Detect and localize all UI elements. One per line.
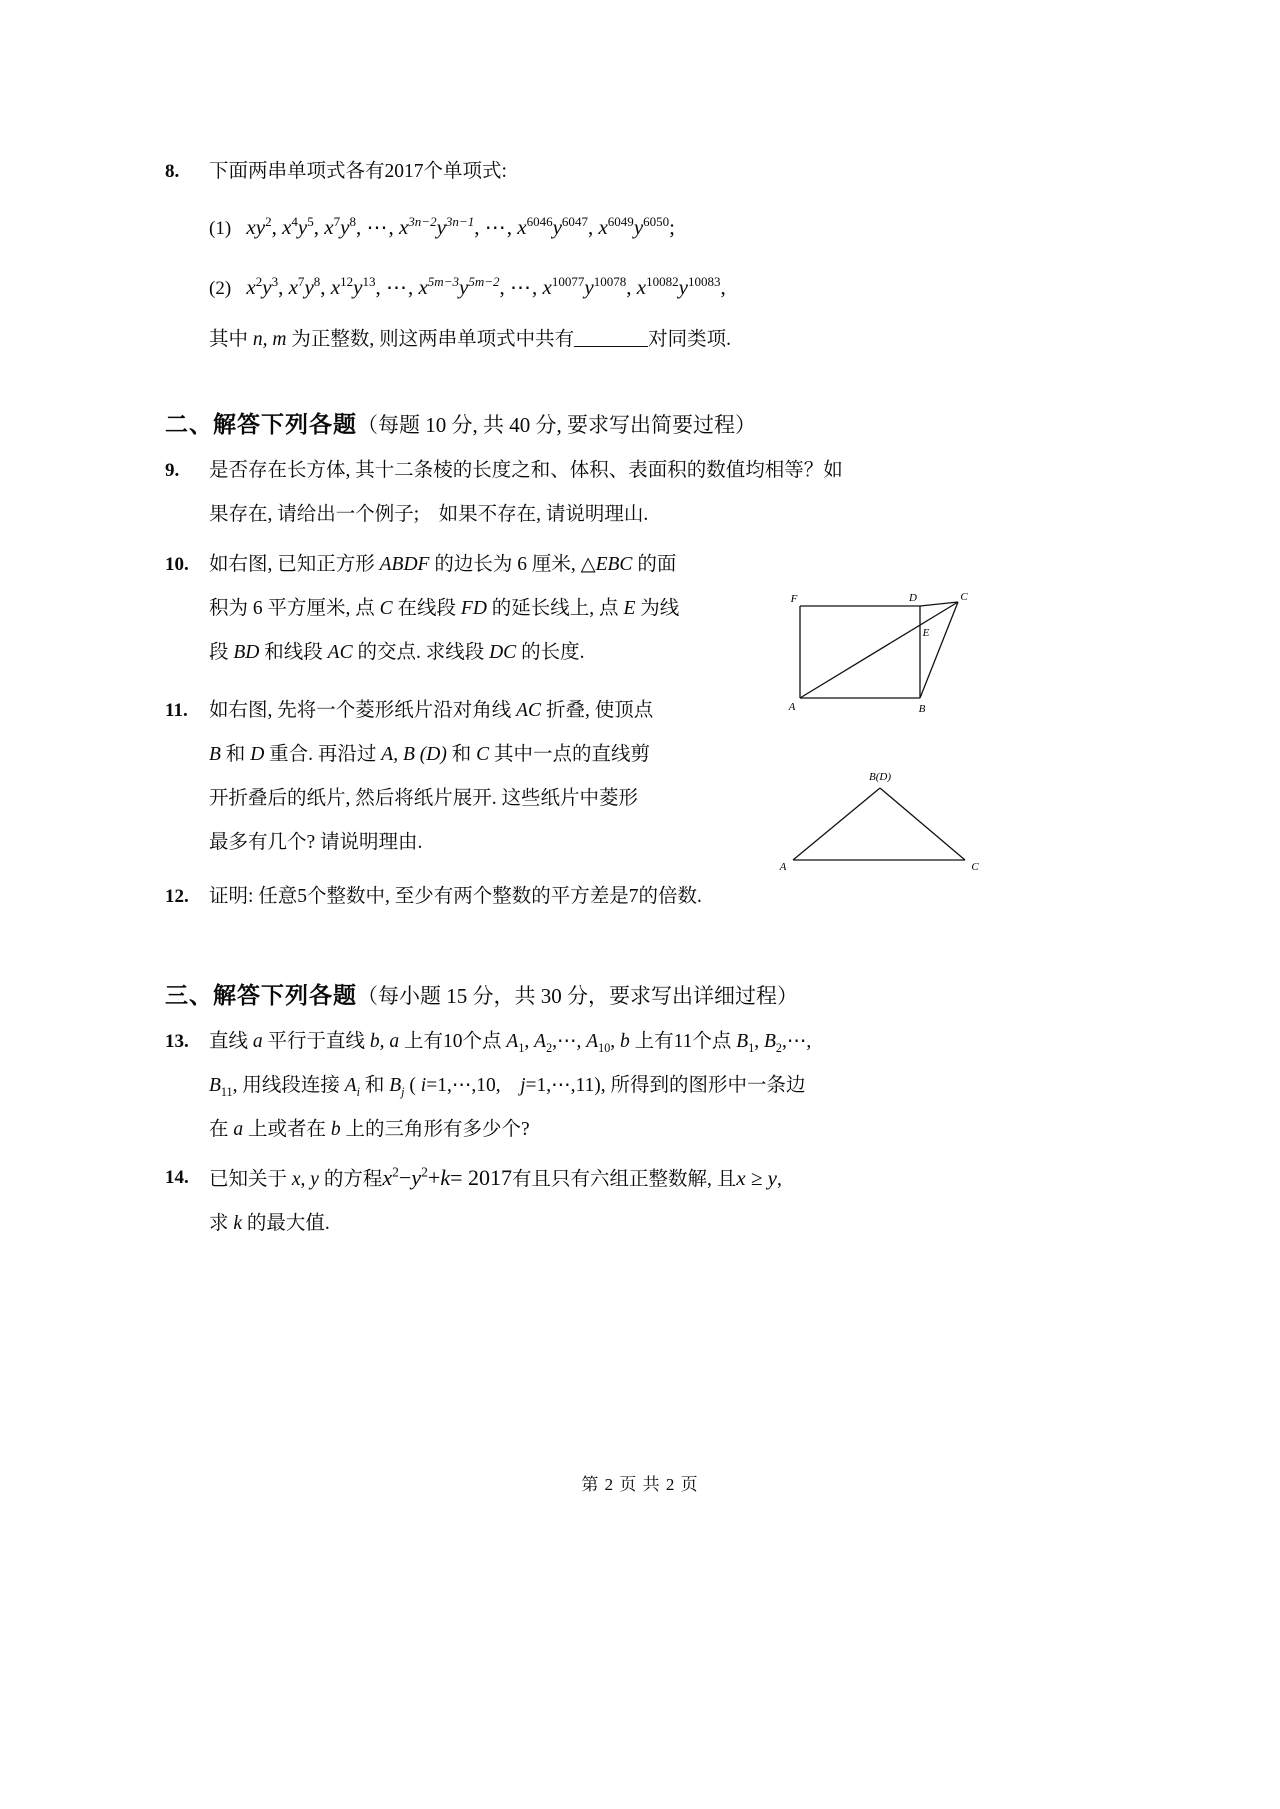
problem-12-number: 12. xyxy=(165,886,189,907)
p13-l2d: 和 xyxy=(359,1075,390,1096)
p14-l1a: 已知关于 xyxy=(209,1169,292,1190)
p11-l1a: 如右图, 先将一个菱形纸片沿对角线 xyxy=(209,700,517,721)
p13-l1f-sub: 1 xyxy=(518,1040,525,1055)
p14-eq-y: y xyxy=(411,1165,422,1190)
p13-l3d: b xyxy=(330,1119,341,1140)
section-2-title: 二、解答下列各题 xyxy=(165,412,357,437)
p10-l3a: 段 xyxy=(209,642,234,663)
p11-l2f: 和 xyxy=(446,744,477,765)
p14-eq-y-exp: 2 xyxy=(421,1164,428,1180)
problem-8-closing-body xyxy=(209,318,1005,362)
item-1-label: (1) xyxy=(209,218,232,239)
p14-inequality: x ≥ y xyxy=(736,1166,777,1190)
p14-l1c: 的方程 xyxy=(318,1169,383,1190)
p11-l1c: 折叠, 使顶点 xyxy=(541,700,654,721)
p13-l1o: , xyxy=(754,1031,764,1052)
problem-14-body xyxy=(209,1156,1005,1246)
p10-l2c: 在线段 xyxy=(392,598,461,619)
label-E: E xyxy=(922,627,930,639)
label-B: B xyxy=(918,703,926,715)
p13-l2e-sub: j xyxy=(401,1084,405,1099)
p13-l1j-sub: 10 xyxy=(598,1040,611,1055)
problem-8-stem: 下面两串单项式各有2017个单项式: xyxy=(209,161,507,182)
p14-eq-k: k xyxy=(440,1165,451,1190)
problem-10-line-1 xyxy=(209,543,799,587)
p14-eq-x-exp: 2 xyxy=(392,1164,399,1180)
p13-l3e: 上的三角形有多少个? xyxy=(340,1119,530,1140)
p10-l2a: 积为 6 平方厘米, 点 xyxy=(209,598,380,619)
p10-l2e: 的延长线上, 点 xyxy=(486,598,624,619)
p13-l1h-sub: 2 xyxy=(546,1040,553,1055)
p10-l3c: 和线段 xyxy=(259,642,328,663)
p11-l2d: 重合. 再沿过 xyxy=(264,744,382,765)
equation-row-1: (1) $xy^2$, $x^4y^5$, $x^7y^8$, ⋯, $x^{3n-2}y^{3n-1}$, ⋯, $x^{6046}y^{6047}$, $x^{6049}y^{6050}$; xyxy=(209,214,676,239)
section-2-heading xyxy=(165,406,1005,439)
label-A: A xyxy=(788,701,796,713)
p13-l1k: , xyxy=(610,1031,620,1052)
p13-l1d: b, a xyxy=(369,1031,400,1052)
p13-l1p-sub: 2 xyxy=(775,1040,782,1055)
label-C: C xyxy=(971,861,979,873)
problem-10-line-3 xyxy=(209,631,799,675)
p11-l2b: 和 xyxy=(220,744,251,765)
equation-row-2: (2) $x^2y^3$, $x^7y^8$, $x^{12}y^{13}$, ⋯, $x^{5m-3}y^{5m-2}$, ⋯, $x^{10077}y^{10078}$, $x^{10082}y^{10083}$, xyxy=(209,274,726,299)
problem-11-line-1 xyxy=(209,689,769,733)
p13-l1n: B xyxy=(736,1031,749,1052)
p13-l2b: , 用线段连接 xyxy=(232,1075,345,1096)
p14-eq-equals: = 2017 xyxy=(450,1165,513,1190)
p13-l2i: j xyxy=(520,1075,526,1096)
problem-8-body xyxy=(209,150,1005,194)
p13-l1l: b xyxy=(619,1031,630,1052)
p10-l2b: C xyxy=(379,598,393,619)
problem-8-closing xyxy=(165,318,1005,362)
problem-14-number: 14. xyxy=(165,1167,189,1188)
p14-eq-minus: − xyxy=(398,1165,412,1190)
section-2-detail: （每题 10 分, 共 40 分, 要求写出简要过程） xyxy=(357,413,756,437)
p14-eq-x: x xyxy=(382,1165,393,1190)
p10-l1c: 的边长为 6 厘米, △ xyxy=(429,554,596,575)
section-3-detail: （每小题 15 分，共 30 分，要求写出详细过程） xyxy=(357,984,798,1008)
p14-l2b: k xyxy=(233,1213,243,1234)
square-abdf-svg xyxy=(780,588,980,723)
p11-l2h: 其中一点的直线剪 xyxy=(489,744,650,765)
problem-8 xyxy=(165,150,1005,194)
p10-l1d: EBC xyxy=(595,554,633,575)
problem-10-figure xyxy=(780,588,980,728)
p13-l2h: =1,⋯,10, xyxy=(426,1075,521,1096)
section-3-heading xyxy=(165,977,1005,1010)
problem-11-figure xyxy=(775,760,985,890)
p11-l2g: C xyxy=(476,744,490,765)
p10-l1e: 的面 xyxy=(632,554,677,575)
p11-l1b: AC xyxy=(516,700,542,721)
p10-l3d: AC xyxy=(327,642,353,663)
problem-8-item-2 xyxy=(165,258,1005,318)
problem-11-line-3: 开折叠后的纸片, 然后将纸片展开. 这些纸片中菱形 xyxy=(209,788,639,809)
answer-blank[interactable] xyxy=(574,346,648,347)
p13-l1p: B xyxy=(763,1031,776,1052)
problem-10-body xyxy=(209,543,799,675)
p10-l2g: 为线 xyxy=(635,598,680,619)
p13-l2a-sub: 11 xyxy=(220,1084,233,1099)
p13-l1a: 直线 xyxy=(209,1031,253,1052)
p13-l1m: 上有11个点 xyxy=(629,1031,737,1052)
label-F: F xyxy=(790,593,798,605)
p13-l3a: 在 xyxy=(209,1119,234,1140)
segment-AB xyxy=(793,788,880,860)
p10-l1a: 如右图, 已知正方形 xyxy=(209,554,380,575)
p14-l1e: , xyxy=(776,1169,782,1190)
p14-l2c: 的最大值. xyxy=(242,1213,330,1234)
segment-BC xyxy=(920,602,958,698)
item-2-terminator: , xyxy=(720,275,726,299)
label-B-D: B(D) xyxy=(869,771,891,783)
section-3-title: 三、解答下列各题 xyxy=(165,983,357,1008)
item-1-terminator: ; xyxy=(669,215,676,239)
problem-13-number: 13. xyxy=(165,1031,189,1052)
label-A: A xyxy=(779,861,787,873)
p11-l2a: B xyxy=(209,744,221,765)
item-2-label: (2) xyxy=(209,278,232,299)
p13-l3b: a xyxy=(233,1119,244,1140)
problem-14-line-1 xyxy=(209,1156,1005,1202)
p10-l3g: 的长度. xyxy=(516,642,585,663)
p13-l1b: a xyxy=(252,1031,263,1052)
p13-l1n-sub: 1 xyxy=(748,1040,755,1055)
problem-9-line-2: 果存在, 请给出一个例子; 如果不存在, 请说明理山. xyxy=(209,504,649,525)
p13-l2f: ( xyxy=(404,1075,421,1096)
p13-l1c: 平行于直线 xyxy=(262,1031,370,1052)
problem-11-line-2 xyxy=(209,733,769,777)
closing-pre: 其中 xyxy=(209,329,249,350)
p14-equation xyxy=(382,1165,512,1190)
problem-13-line-3 xyxy=(209,1108,1005,1152)
segment-AC xyxy=(800,602,958,698)
problem-10-number: 10. xyxy=(165,554,189,575)
p11-l2c: D xyxy=(250,744,265,765)
p14-l2a: 求 xyxy=(209,1213,234,1234)
p13-l1e: 上有10个点 xyxy=(399,1031,507,1052)
problem-9-number: 9. xyxy=(165,460,180,481)
p13-l1g: , xyxy=(524,1031,535,1052)
page-footer: 第 2 页 共 2 页 xyxy=(581,1475,699,1494)
p11-l2e: A, B (D) xyxy=(381,744,447,765)
p13-l2e: B xyxy=(389,1075,402,1096)
problem-11-line-4: 最多有几个? 请说明理由. xyxy=(209,832,423,853)
problem-11-number: 11. xyxy=(165,700,188,721)
problem-14-line-2 xyxy=(209,1202,1005,1246)
problem-12-line-1: 证明: 任意5个整数中, 至少有两个整数的平方差是7的倍数. xyxy=(209,886,702,907)
closing-mid: 为正整数, 则这两串单项式中共有 xyxy=(291,329,575,350)
problem-11-body xyxy=(209,689,769,865)
problem-8-closing-line xyxy=(209,318,1005,362)
p13-l2g: i xyxy=(420,1075,427,1096)
p13-l3c: 上或者在 xyxy=(243,1119,331,1140)
problem-13-line-2 xyxy=(209,1064,1005,1108)
p10-l2d: FD xyxy=(460,598,487,619)
p10-l2f: E xyxy=(623,598,636,619)
p14-l1d: 有且只有六组正整数解, 且 xyxy=(512,1169,737,1190)
problem-8-number: 8. xyxy=(165,161,180,182)
p13-l2a: B xyxy=(209,1075,221,1096)
p10-l1b: ABDF xyxy=(379,554,430,575)
label-C: C xyxy=(960,591,968,603)
p13-l2j: =1,⋯,11), 所得到的图形中一条边 xyxy=(525,1075,806,1096)
problem-8-item-2-body xyxy=(209,258,1005,318)
closing-post: 对同类项. xyxy=(648,329,732,350)
problem-8-item-1-body xyxy=(209,198,1005,258)
problem-14 xyxy=(165,1156,1005,1246)
closing-vars: n, m xyxy=(252,329,287,350)
p14-eq-plus: + xyxy=(427,1165,441,1190)
p13-l1i: ,⋯, xyxy=(552,1031,587,1052)
problem-13 xyxy=(165,1020,1005,1152)
p13-l1q: ,⋯, xyxy=(781,1031,812,1052)
problem-9 xyxy=(165,449,1005,537)
p10-l3b: BD xyxy=(233,642,260,663)
problem-9-line-1: 是否存在长方体, 其十二条棱的长度之和、体积、表面积的数值均相等？如 xyxy=(209,460,843,481)
segment-BC xyxy=(880,788,965,860)
label-D: D xyxy=(909,592,917,604)
p13-l2c-sub: i xyxy=(356,1084,360,1099)
problem-8-item-1 xyxy=(165,198,1005,258)
problem-13-body xyxy=(209,1020,1005,1152)
p13-l1j: A xyxy=(586,1031,599,1052)
problem-10-line-2 xyxy=(209,587,799,631)
p13-l1f: A xyxy=(506,1031,519,1052)
p13-l2c: A xyxy=(344,1075,357,1096)
p13-l1h: A xyxy=(534,1031,547,1052)
p10-l3f: DC xyxy=(489,642,517,663)
problem-9-body xyxy=(209,449,1005,537)
folded-rhombus-svg xyxy=(775,760,985,885)
p14-l1b: x, y xyxy=(291,1169,319,1190)
p10-l3e: 的交点. 求线段 xyxy=(352,642,490,663)
problem-13-line-1 xyxy=(209,1020,1005,1064)
